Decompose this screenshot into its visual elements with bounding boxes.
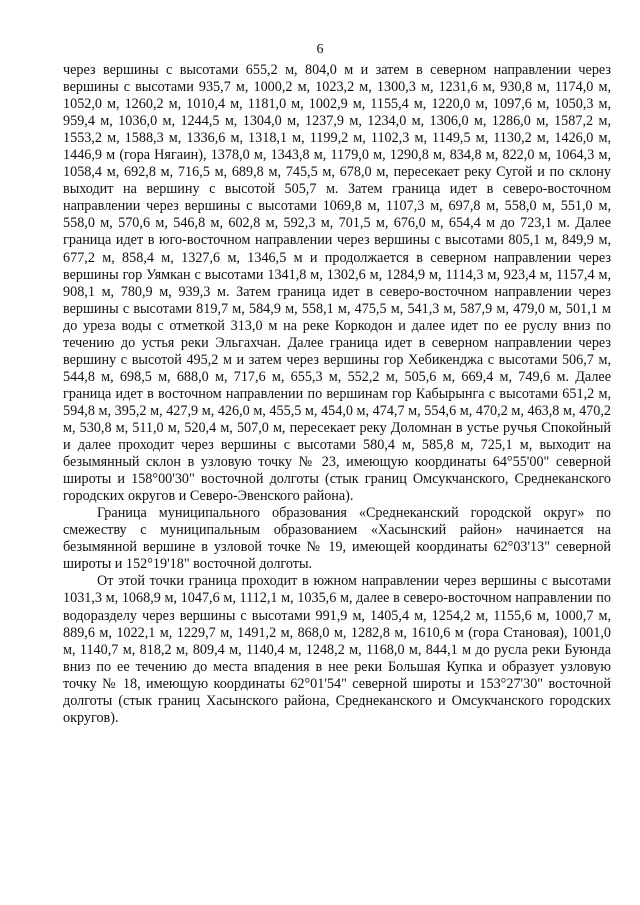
paragraph-khasynsky-border-route: От этой точки граница проходит в южном направлении через вершины с высотами 1031,3 м, 1068,9 м, 1047,6 м, 1112,1 м, 1035,6 м, далее в северо-восточном направлении по водоразделу через вершины с высотами 991,9 м, 1405,4 м, 1254,2 м, 1155,6 м, 1000,7 м, 889,6 м, 1022,1 м, 1229,7 м, 1491,2 м, 868,0 м, 1282,8 м, 1610,6 м (гора Становая), 1001,0 м, 1140,7 м, 818,2 м, 809,4 м, 1140,4 м, 1248,2 м, 1168,0 м, 844,1 м до русла реки Буюнда вниз по ее течению до места впадения в нее реки Большая Купка и образует узловую точку № 18, имеющую координаты 62°01'54" северной широты и 153°27'30" восточной долготы (стык границ Хасынского района, Среднеканского и Омсукчанского городских округов). [63, 573, 611, 726]
document-body [63, 62, 611, 727]
paragraph-boundary-description: через вершины с высотами 655,2 м, 804,0 м и затем в северном направлении через вершины с высотами 935,7 м, 1000,2 м, 1023,2 м, 1300,3 м, 1231,6 м, 930,8 м, 1174,0 м, 1052,0 м, 1260,2 м, 1010,4 м, 1181,0 м, 1002,9 м, 1155,4 м, 1220,0 м, 1097,6 м, 1050,3 м, 959,4 м, 1036,0 м, 1244,5 м, 1304,0 м, 1237,9 м, 1234,0 м, 1306,0 м, 1286,0 м, 1587,2 м, 1553,2 м, 1588,3 м, 1336,6 м, 1318,1 м, 1199,2 м, 1102,3 м, 1149,5 м, 1130,2 м, 1426,0 м, 1446,9 м (гора Нягаин), 1378,0 м, 1343,8 м, 1179,0 м, 1290,8 м, 834,8 м, 822,0 м, 1064,3 м, 1058,4 м, 692,8 м, 716,5 м, 689,8 м, 745,5 м, 678,0 м, пересекает реку Сугой и по склону выходит на вершину с высотой 505,7 м. Затем граница идет в северо-восточном направлении через вершины с высотами 1069,8 м, 1107,3 м, 697,8 м, 558,0 м, 551,0 м, 558,0 м, 570,6 м, 546,8 м, 602,8 м, 592,3 м, 701,5 м, 676,0 м, 654,4 м до 723,1 м. Далее граница идет в юго-восточном направлении через вершины с высотами 805,1 м, 849,9 м, 677,2 м, 858,4 м, 1327,6 м, 1346,5 м и продолжается в северном направлении через вершины гор Уямкан с высотами 1341,8 м, 1302,6 м, 1284,9 м, 1114,3 м, 923,4 м, 1157,4 м, 908,1 м, 780,9 м, 939,3 м. Затем граница идет в северо-восточном направлении через вершины с высотами 819,7 м, 584,9 м, 558,1 м, 475,5 м, 541,3 м, 587,9 м, 479,0 м, 501,1 м до уреза воды с отметкой 313,0 м на реке Коркодон и далее идет по ее руслу вниз по течению до устья реки Эльгахчан. Далее граница идет в северном направлении через вершину с высотой 495,2 м и затем через вершины гор Хебикенджа с высотами 506,7 м, 544,8 м, 698,5 м, 688,0 м, 717,6 м, 655,3 м, 552,2 м, 505,6 м, 669,4 м, 749,6 м. Далее граница идет в восточном направлении по вершинам гор Кабырынга с высотами 651,2 м, 594,8 м, 395,2 м, 427,9 м, 426,0 м, 455,5 м, 454,0 м, 474,7 м, 554,6 м, 470,2 м, 463,8 м, 470,2 м, 530,8 м, 511,0 м, 520,4 м, 507,0 м, пересекает реку Доломнан в устье ручья Спокойный и далее проходит через вершины с высотами 580,4 м, 585,8 м, 725,1 м, выходит на безымянный склон в узловую точку № 23, имеющую координаты 64°55'00" северной широты и 158°00'30" восточной долготы (стык границ Омсукчанского, Среднеканского городских округов и Северо-Эвенского района). [63, 62, 611, 505]
page-number: 6 [316, 42, 324, 57]
paragraph-khasynsky-border-start: Граница муниципального образования «Среднеканский городской округ» по смежеству с муниципальным образованием «Хасынский район» начинается на безымянной вершине в узловой точке № 19, имеющей координаты 62°03'13" северной широты и 152°19'18" восточной долготы. [63, 505, 611, 573]
